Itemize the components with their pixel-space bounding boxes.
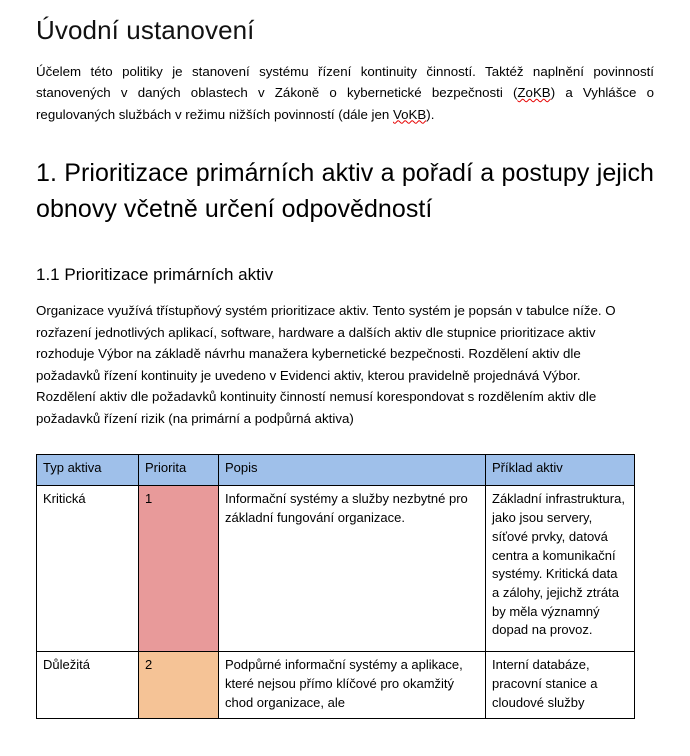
table-header-row (37, 455, 635, 486)
intro-text-part-3: ). (426, 106, 435, 122)
column-header-description: Popis (219, 455, 486, 486)
cell-priority: 1 (139, 486, 219, 652)
column-header-example: Příklad aktiv (486, 455, 635, 486)
table-row (37, 486, 635, 652)
intro-text-part-1: Účelem této politiky je stanovení systému řízení kontinuity činností. Taktéž naplnění povinností stanovených v daných oblastech v Zákoně o kybernetické bezpečnosti ( (36, 63, 654, 101)
subsection-heading-1-1: 1.1 Prioritizace primárních aktiv (36, 265, 274, 285)
cell-description: Podpůrné informační systémy a aplikace, které nejsou přímo klíčové pro okamžitý chod organizace, ale (219, 652, 486, 718)
subsection-paragraph: Organizace využívá třístupňový systém prioritizace aktiv. Tento systém je popsán v tabulce níže. O rozřazení jednotlivých aplikací, software, hardware a dalších aktiv dle stupnice prioritizace aktiv rozhoduje Výbor na základě návrhu manažera kybernetické bezpečnosti. Rozdělení aktiv dle požadavků řízení kontinuity je uvedeno v Evidenci aktiv, kterou pravidelně projednává Výbor. Rozdělení aktiv dle požadavků kontinuity činností nemusí korespondovat s rozdělením aktiv dle požadavků řízení rizik (na primární a podpůrná aktiva) (36, 303, 616, 426)
cell-asset-type: Kritická (37, 486, 139, 652)
cell-asset-type: Důležitá (37, 652, 139, 718)
asset-priority-table-wrapper (36, 429, 654, 718)
intro-paragraph (36, 47, 654, 126)
table-row (37, 652, 635, 718)
table-body (37, 486, 635, 718)
column-header-priority: Priorita (139, 455, 219, 486)
table-header (37, 455, 635, 486)
section-heading-1: 1. Prioritizace primárních aktiv a pořadí a postupy jejich obnovy včetně určení odpovědností (36, 159, 654, 223)
intro-text-part-2: ) a Vyhlášce o regulovaných službách v režimu nižších povinností (dále jen (36, 85, 654, 122)
column-header-type: Typ aktiva (37, 455, 139, 486)
misspelled-term-zokb: ZoKB (517, 85, 551, 101)
asset-priority-table (36, 454, 635, 718)
cell-example: Interní databáze, pracovní stanice a cloudové služby (486, 652, 635, 718)
cell-example: Základní infrastruktura, jako jsou servery, síťové prvky, datová centra a komunikační systémy. Kritická data a zálohy, jejichž ztráta by měla významný dopad na provoz. (486, 486, 635, 652)
cell-priority: 2 (139, 652, 219, 718)
page-title: Úvodní ustanovení (36, 15, 255, 45)
cell-description: Informační systémy a služby nezbytné pro základní fungování organizace. (219, 486, 486, 652)
misspelled-term-vokb: VoKB (392, 106, 427, 122)
